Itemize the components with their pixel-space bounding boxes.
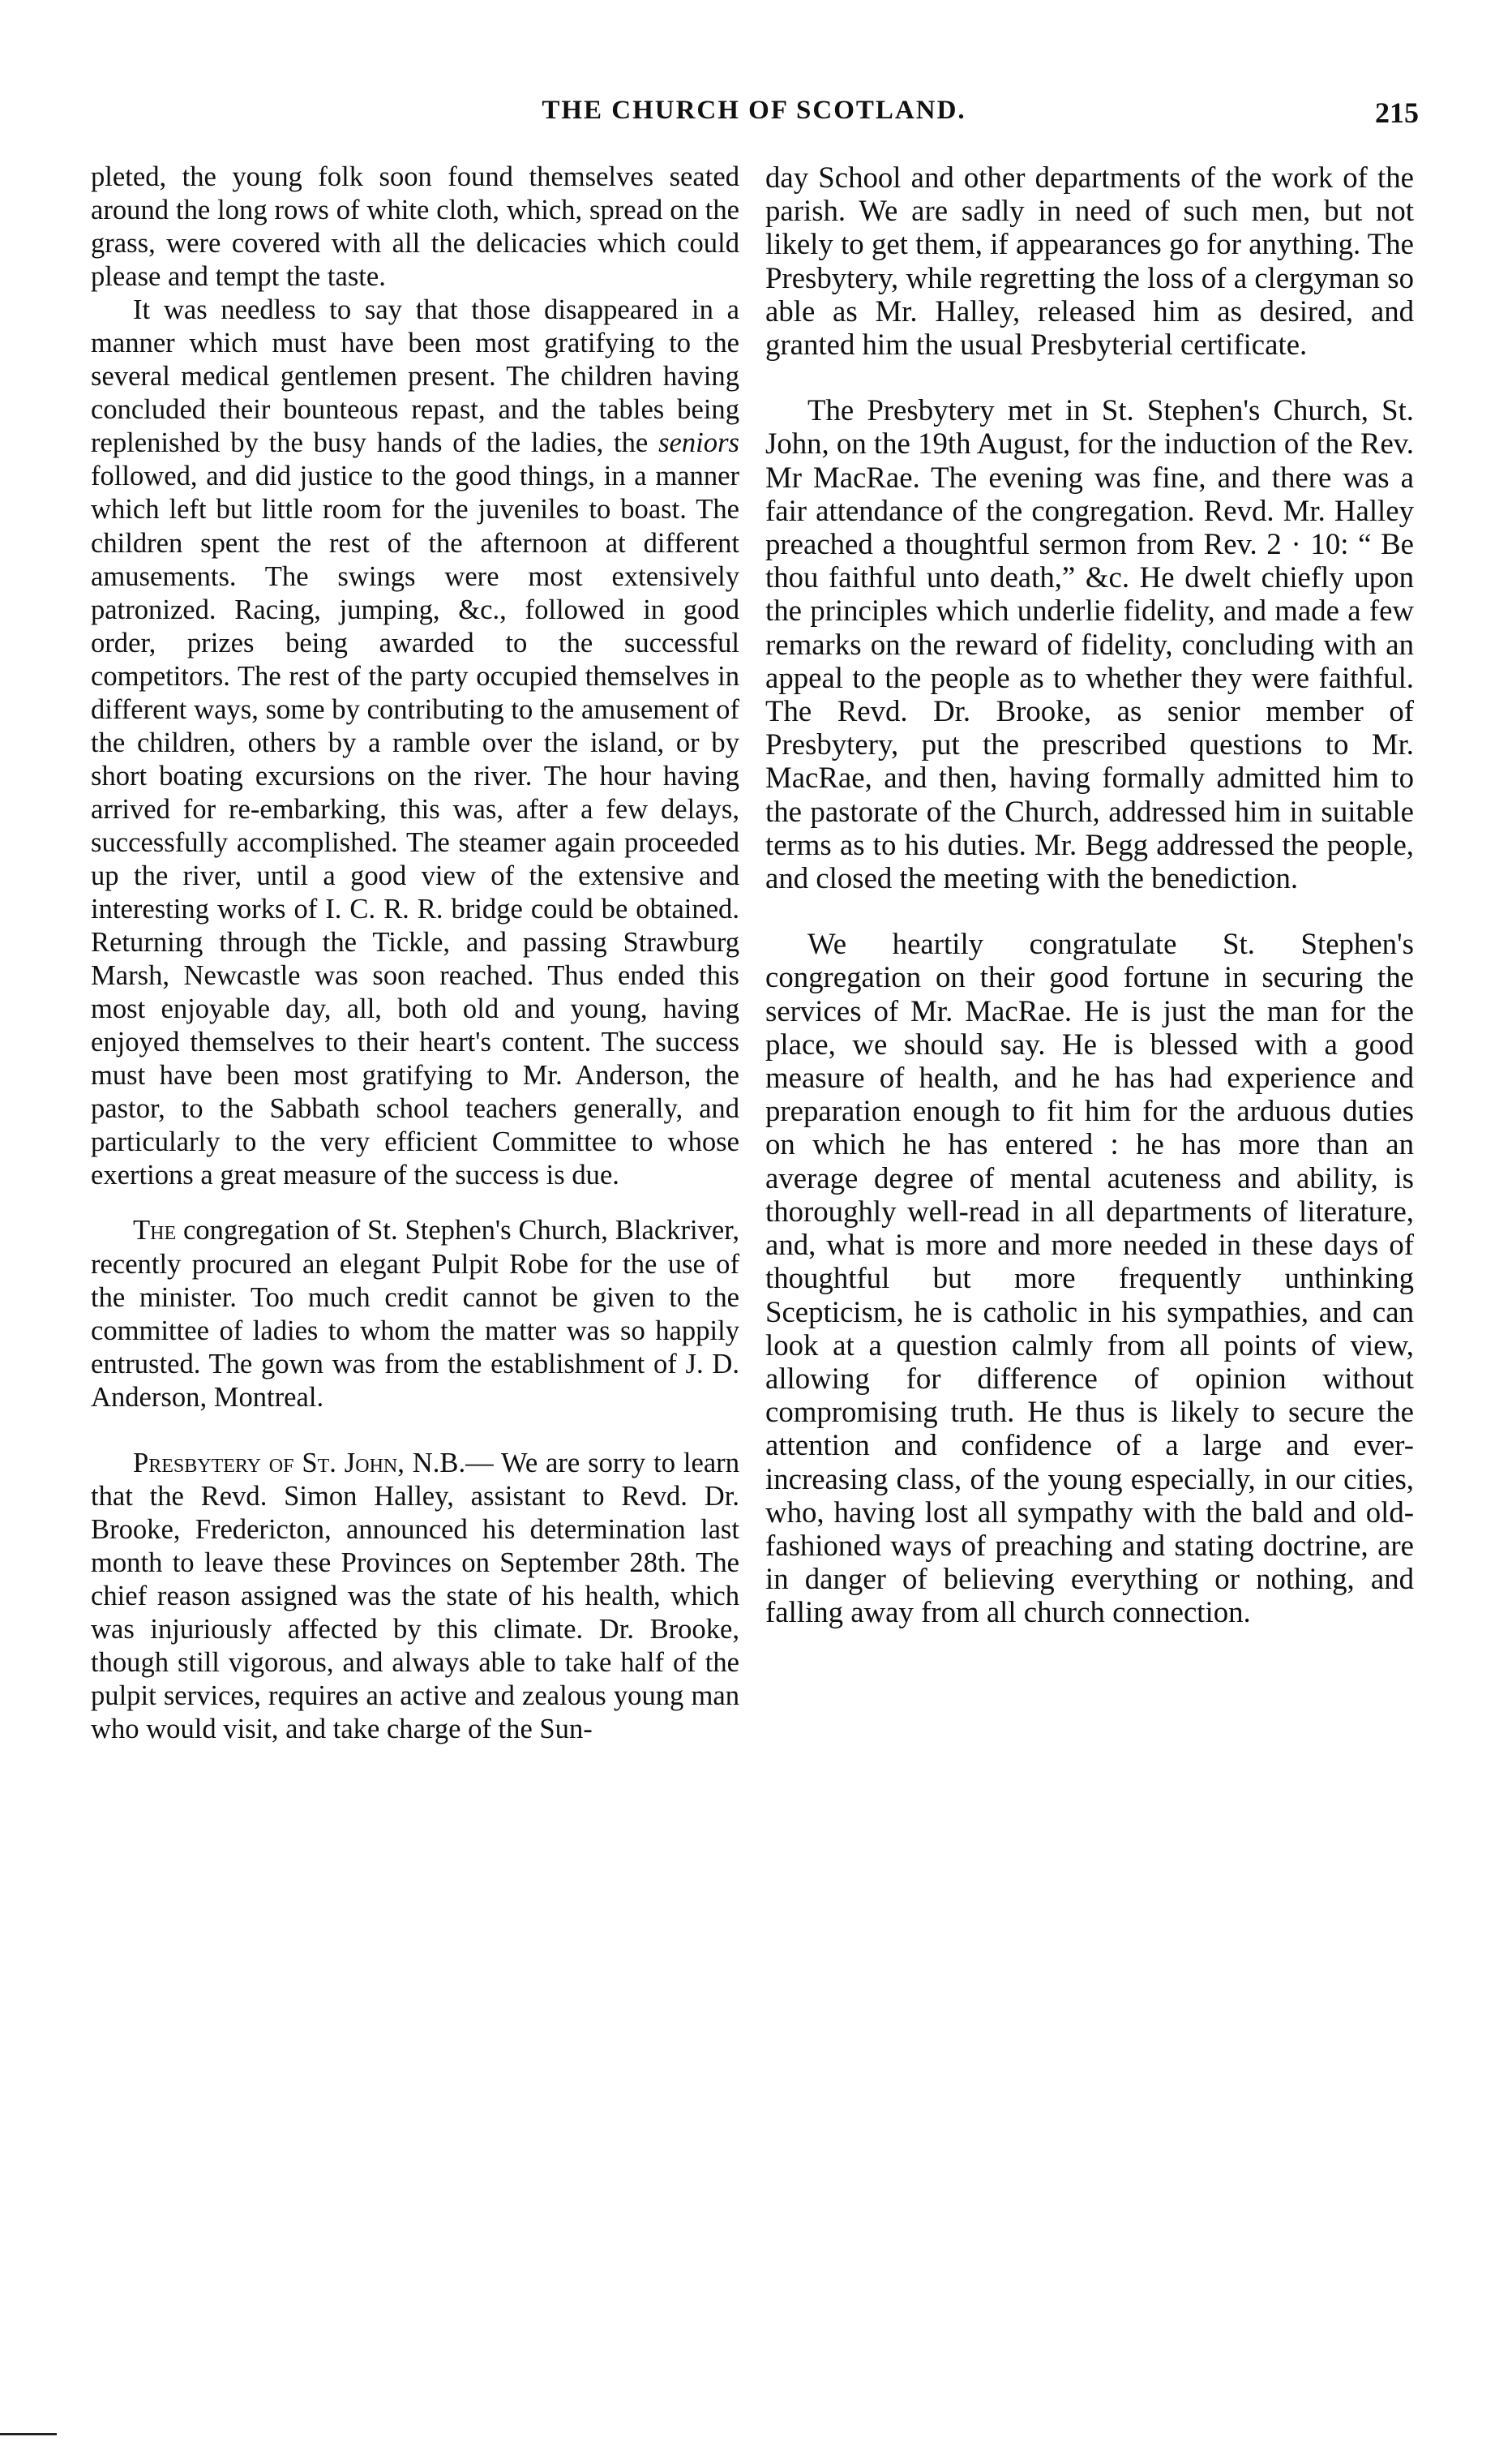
footer-rule: [0, 2433, 57, 2435]
paragraph-picnic-amusements: [91, 294, 739, 1192]
running-header: [89, 96, 1419, 144]
right-column: [765, 161, 1414, 1629]
paragraph-picnic-feast: pleted, the young folk soon found themselves seated around the long rows of white cloth, which, spread on the grass, were covered with all the delicacies which could please and tempt the taste.: [91, 161, 739, 293]
paragraph-text: It was needless to say that those disappeared in a manner which must have been most gratifying to the several medical gentlemen present. The children having concluded their bounteous repast, and the tables being replenished by the busy hands of the ladies, the: [91, 294, 739, 459]
left-column: [91, 161, 739, 1746]
paragraph-congratulation: We heartily congratulate St. Stephen's congregation on their good fortune in securing the services of Mr. MacRae. He is just the man for the place, we should say. He is blessed with a good measure of health, and he has had experience and preparation enough to fit him for the arduous duties on which he has entered : he has more than an average degree of mental acuteness and ability, is thoroughly well-read in all departments of literature, and, what is more and more needed in these days of thoughtful but more frequently unthinking Scepticism, he is catholic in his sympathies, and can look at a question calmly from all points of view, allowing for difference of opinion without compromising truth. He thus is likely to secure the attention and confidence of a large and ever-increasing class, of the young especially, in our cities, who, having lost all sympathy with the bald and old-fashioned ways of preaching and stating doctrine, are in danger of believing everything or nothing, and falling away from all church connection.: [765, 927, 1414, 1629]
paragraph-presbytery-st-john: [91, 1447, 739, 1746]
page-number: 215: [1375, 97, 1419, 129]
italic-word: seniors: [658, 427, 739, 459]
paragraph-induction: The Presbytery met in St. Stephen's Church, St. John, on the 19th August, for the induction of the Rev. Mr MacRae. The evening was fine, and there was a fair attendance of the congregation. Revd. Mr. Halley preached a thoughtful sermon from Rev. 2 · 10: “ Be thou faithful unto death,” &c. He dwelt chiefly upon the principles which underlie fidelity, and made a few remarks on the reward of fidelity, concluding with an appeal to the people as to whether they were faithful. The Revd. Dr. Brooke, as senior member of Presbytery, put the prescribed questions to Mr. MacRae, and then, having formally admitted him to the pastorate of the Church, addressed him in suitable terms as to his duties. Mr. Begg addressed the people, and closed the meeting with the benediction.: [765, 393, 1414, 895]
lead-word: The: [133, 1215, 177, 1246]
paragraph-sunday-school: day School and other departments of the work of the parish. We are sadly in need of such men, but not likely to get them, if appearances go for anything. The Presbytery, while regretting the loss of a clergyman so able as Mr. Halley, released him as desired, and granted him the usual Presbyterial certificate.: [765, 161, 1414, 362]
paragraph-pulpit-robe: [91, 1214, 739, 1414]
paragraph-text: followed, and did justice to the good things, in a manner which left but little room for the juveniles to boast. The children spent the rest of the afternoon at different amusements. The swings were most extensively patronized. Racing, jumping, &c., followed in good order, prizes being awarded to the successful competitors. The rest of the party occupied themselves in different ways, some by contributing to the amusement of the children, others by a ramble over the island, or by short boating excursions on the river. The hour having arrived for re-embarking, this was, after a few delays, successfully accomplished. The steamer again proceeded up the river, until a good view of the extensive and interesting works of I. C. R. R. bridge could be obtained. Returning through the Tickle, and passing Strawburg Marsh, Newcastle was soon reached. Thus ended this most enjoyable day, all, both old and young, having enjoyed themselves to their heart's content. The success must have been most gratifying to Mr. Anderson, the pastor, to the Sabbath school teachers generally, and particularly to the very efficient Committee to whose exertions a great measure of the success is due.: [91, 461, 739, 1191]
running-title: THE CHURCH OF SCOTLAND.: [542, 96, 966, 125]
paragraph-text: — We are sorry to learn that the Revd. Simon Halley, assistant to Revd. Dr. Brooke, Fredericton, announced his determination last month to leave these Provinces on September 28th. The chief reason assigned was the state of his health, which was injuriously affected by this climate. Dr. Brooke, though still vigorous, and always able to take half of the pulpit services, requires an active and zealous young man who would visit, and take charge of the Sun-: [91, 1447, 739, 1745]
section-heading: Presbytery of St. John, N.B.: [133, 1447, 466, 1478]
paragraph-text: congregation of St. Stephen's Church, Blackriver, recently procured an elegant Pulpit Robe for the use of the minister. Too much credit cannot be given to the committee of ladies to whom the matter was so happily entrusted. The gown was from the establishment of J. D. Anderson, Montreal.: [91, 1215, 739, 1413]
